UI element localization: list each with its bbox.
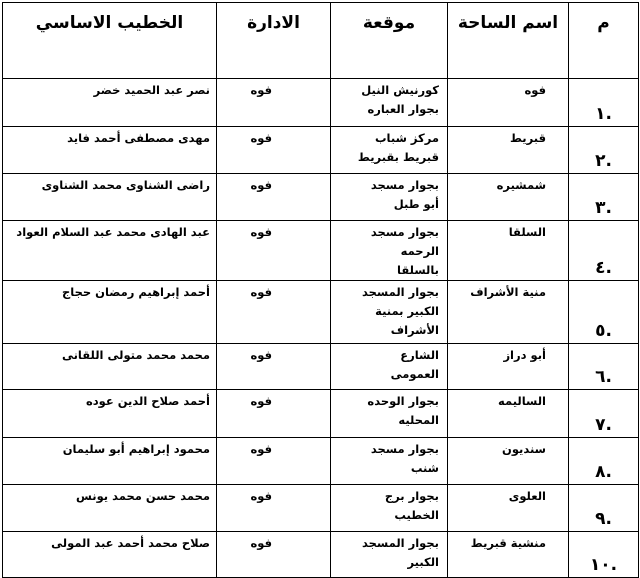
table-row [3,438,639,485]
square-name: أبو دراز [448,344,569,390]
row-num: .١ [569,79,639,127]
administration: فوه [217,344,331,390]
administration: فوه [217,127,331,174]
location: بجوار مسجد الرحمه بالسلقا [331,221,448,281]
preacher: مهدى مصطفى أحمد فايد [3,127,217,174]
table-row [3,485,639,532]
table-row [3,344,639,390]
table-row [3,174,639,221]
row-num: .٢ [569,127,639,174]
header-preacher: الخطيب الاساسي [3,3,217,79]
administration: فوه [217,221,331,281]
header-administration: الادارة [217,3,331,79]
table-row [3,79,639,127]
preacher: راضى الشناوى محمد الشناوى [3,174,217,221]
location: بجوار مسجد شنب [331,438,448,485]
administration: فوه [217,281,331,344]
table-row [3,532,639,578]
preacher: عبد الهادى محمد عبد السلام العواد [3,221,217,281]
square-name: العلوى [448,485,569,532]
row-num: .٨ [569,438,639,485]
location: كورنيش النيل بجوار العباره [331,79,448,127]
table-row [3,281,639,344]
square-name: الساليمه [448,390,569,438]
table-row [3,221,639,281]
square-name: منشية قبريط [448,532,569,578]
square-name: فوه [448,79,569,127]
square-name: منية الأشراف [448,281,569,344]
row-num: .٥ [569,281,639,344]
administration: فوه [217,485,331,532]
row-num: .٤ [569,221,639,281]
preacher: أحمد صلاح الدين عوده [3,390,217,438]
table-row [3,127,639,174]
location: بجوار المسجد الكبير [331,532,448,578]
square-name: سنديون [448,438,569,485]
preacher: محمد حسن محمد يونس [3,485,217,532]
row-num: .٣ [569,174,639,221]
squares-sheet [2,2,638,575]
preacher: نصر عبد الحميد خضر [3,79,217,127]
preacher: صلاح محمد أحمد عبد المولى [3,532,217,578]
header-row [3,3,639,79]
preacher: أحمد إبراهيم رمضان حجاج [3,281,217,344]
table-row [3,390,639,438]
location: بجوار مسجد أبو طبل [331,174,448,221]
administration: فوه [217,174,331,221]
header-location: موقعة [331,3,448,79]
location: بجوار المسجد الكبير بمنية الأشراف [331,281,448,344]
square-name: قبريط [448,127,569,174]
preacher: محمد محمد متولى اللقانى [3,344,217,390]
location: الشارع العمومى [331,344,448,390]
location: بجوار برج الخطيب [331,485,448,532]
location: مركز شباب قبريط بقبريط [331,127,448,174]
header-num: م [569,3,639,79]
administration: فوه [217,532,331,578]
header-square-name: اسم الساحة [448,3,569,79]
location: بجوار الوحده المحليه [331,390,448,438]
squares-table [2,2,639,578]
preacher: محمود إبراهيم أبو سليمان [3,438,217,485]
row-num: .٧ [569,390,639,438]
square-name: شمشيره [448,174,569,221]
row-num: .١٠ [569,532,639,578]
administration: فوه [217,438,331,485]
administration: فوه [217,390,331,438]
square-name: السلقا [448,221,569,281]
row-num: .٦ [569,344,639,390]
administration: فوه [217,79,331,127]
row-num: .٩ [569,485,639,532]
